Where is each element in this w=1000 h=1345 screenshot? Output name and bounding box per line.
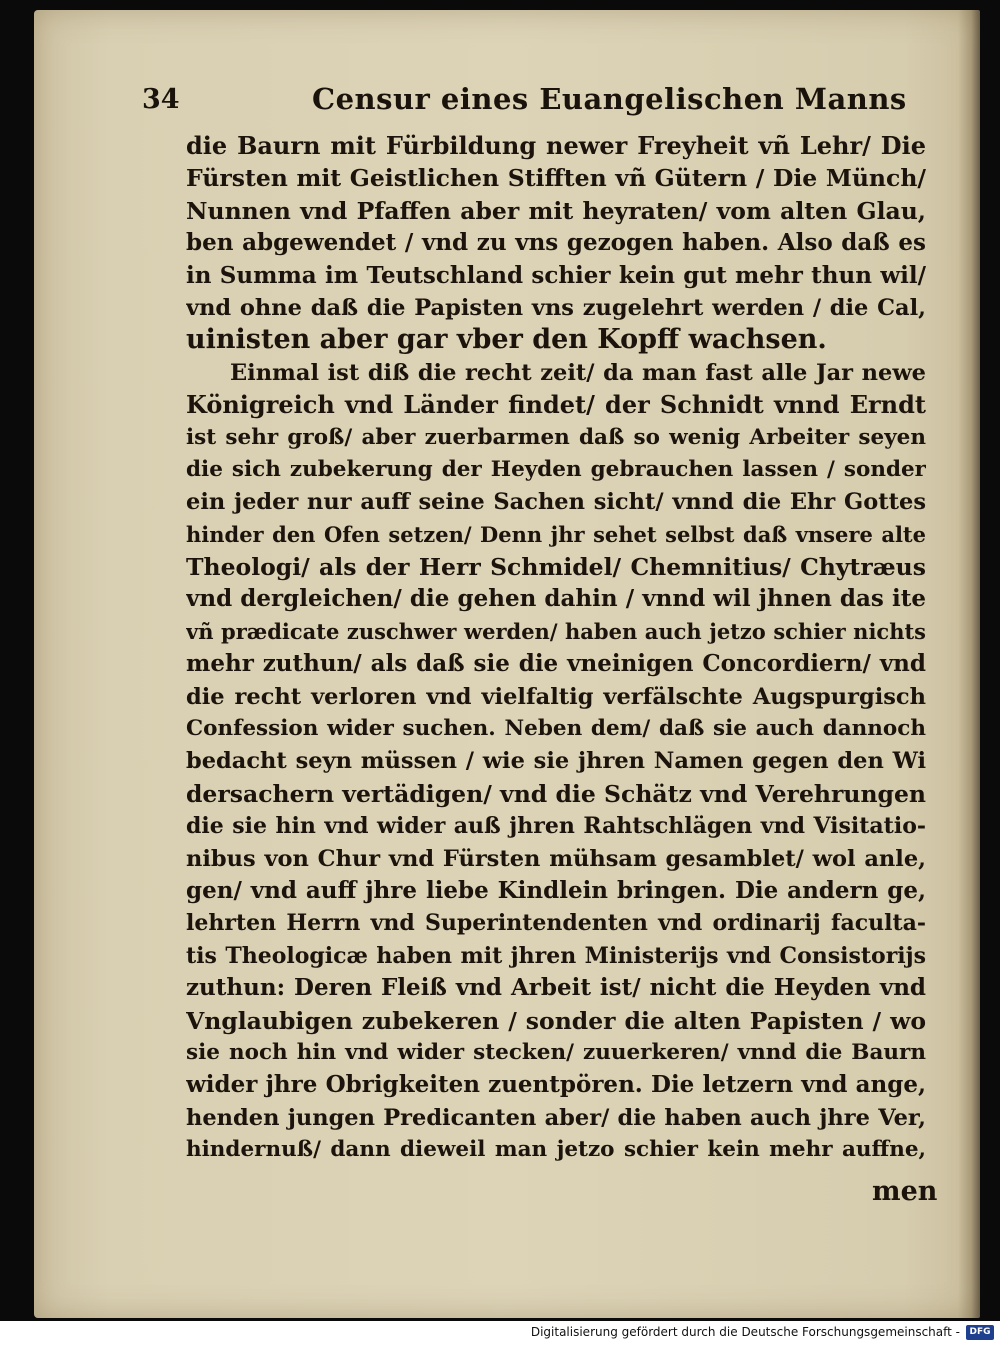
text-line: gen/ vnd auff jhre liebe Kindlein bringen. Die andern ge, bbox=[186, 876, 926, 904]
text-line: in Summa im Teutschland schier kein gut mehr thun wil/ bbox=[186, 261, 926, 289]
text-line: mehr zuthun/ als daß sie die vneinigen Concordiern/ vnd bbox=[186, 650, 926, 678]
text-line: die sich zubekerung der Heyden gebrauchen lassen / sonder bbox=[186, 456, 926, 482]
text-line: Theologi/ als der Herr Schmidel/ Chemnitius/ Chytræus bbox=[186, 553, 926, 582]
text-line: vnd ohne daß die Papisten vns zugelehrt werden / die Cal, bbox=[186, 294, 926, 321]
page-header bbox=[142, 78, 907, 128]
page-edge-shadow bbox=[958, 10, 980, 1318]
text-line: die sie hin vnd wider auß jhren Rahtschlägen vnd Visitatio- bbox=[186, 813, 926, 840]
catchword: men bbox=[872, 1176, 938, 1207]
text-line: zuthun: Deren Fleiß vnd Arbeit ist/ nicht die Heyden vnd bbox=[186, 974, 926, 1002]
text-line: die recht verloren vnd vielfaltig verfälschte Augspurgisch bbox=[186, 683, 926, 710]
running-head: Censur eines Euangelischen Manns bbox=[312, 82, 907, 116]
text-line: Confession wider suchen. Neben dem/ daß sie auch dannoch bbox=[186, 716, 926, 742]
text-line: ist sehr groß/ aber zuerbarmen daß so wenig Arbeiter seyen bbox=[186, 424, 926, 450]
text-line: Fürsten mit Geistlichen Stifften vñ Gütern / Die Münch/ bbox=[186, 164, 926, 193]
text-line: lehrten Herrn vnd Superintendenten vnd ordinarij faculta- bbox=[186, 910, 926, 937]
text-line: Königreich vnd Länder findet/ der Schnidt vnnd Erndt bbox=[186, 390, 926, 420]
text-line: bedacht seyn müssen / wie sie jhren Namen gegen den Wi bbox=[186, 748, 926, 775]
page-number: 34 bbox=[142, 84, 180, 115]
text-line: uinisten aber gar vber den Kopff wachsen. bbox=[186, 324, 827, 356]
body-text bbox=[186, 130, 926, 1167]
text-line: vnd dergleichen/ die gehen dahin / vnnd wil jhnen das ite bbox=[186, 585, 926, 613]
text-line: Einmal ist diß die recht zeit/ da man fast alle Jar newe bbox=[230, 359, 926, 386]
text-line: dersachern vertädigen/ vnd die Schätz vnd Verehrungen bbox=[186, 779, 926, 808]
text-line: ein jeder nur auff seine Sachen sicht/ vnnd die Ehr Gottes bbox=[186, 489, 926, 516]
text-line: die Baurn mit Fürbildung newer Freyheit vñ Lehr/ Die bbox=[186, 131, 926, 160]
text-line: sie noch hin vnd wider stecken/ zuuerkeren/ vnnd die Baurn bbox=[186, 1039, 926, 1065]
text-line: Vnglaubigen zubekeren / sonder die alten Papisten / wo bbox=[186, 1006, 926, 1035]
text-line: Nunnen vnd Pfaffen aber mit heyraten/ vom alten Glau, bbox=[186, 196, 926, 225]
text-line: nibus von Chur vnd Fürsten mühsam gesamblet/ wol anle, bbox=[186, 845, 926, 872]
text-line: hindernuß/ dann dieweil man jetzo schier kein mehr auffne, bbox=[186, 1137, 926, 1163]
text-line: wider jhre Obrigkeiten zuentpören. Die letzern vnd ange, bbox=[186, 1071, 926, 1099]
dfg-logo-icon: DFG bbox=[966, 1325, 994, 1340]
text-line: tis Theologicæ haben mit jhren Ministerijs vnd Consistorijs bbox=[186, 942, 926, 969]
digitization-footer bbox=[0, 1321, 1000, 1345]
text-line: henden jungen Predicanten aber/ die haben auch jhre Ver, bbox=[186, 1104, 926, 1131]
text-line: vñ prædicate zuschwer werden/ haben auch jetzo schier nichts bbox=[186, 618, 926, 644]
text-line: ben abgewendet / vnd zu vns gezogen haben. Also daß es bbox=[186, 229, 926, 257]
funding-credit: Digitalisierung gefördert durch die Deutsche Forschungsgemeinschaft - bbox=[530, 1325, 960, 1339]
text-line: hinder den Ofen setzen/ Denn jhr sehet selbst daß vnsere alte bbox=[186, 521, 926, 547]
